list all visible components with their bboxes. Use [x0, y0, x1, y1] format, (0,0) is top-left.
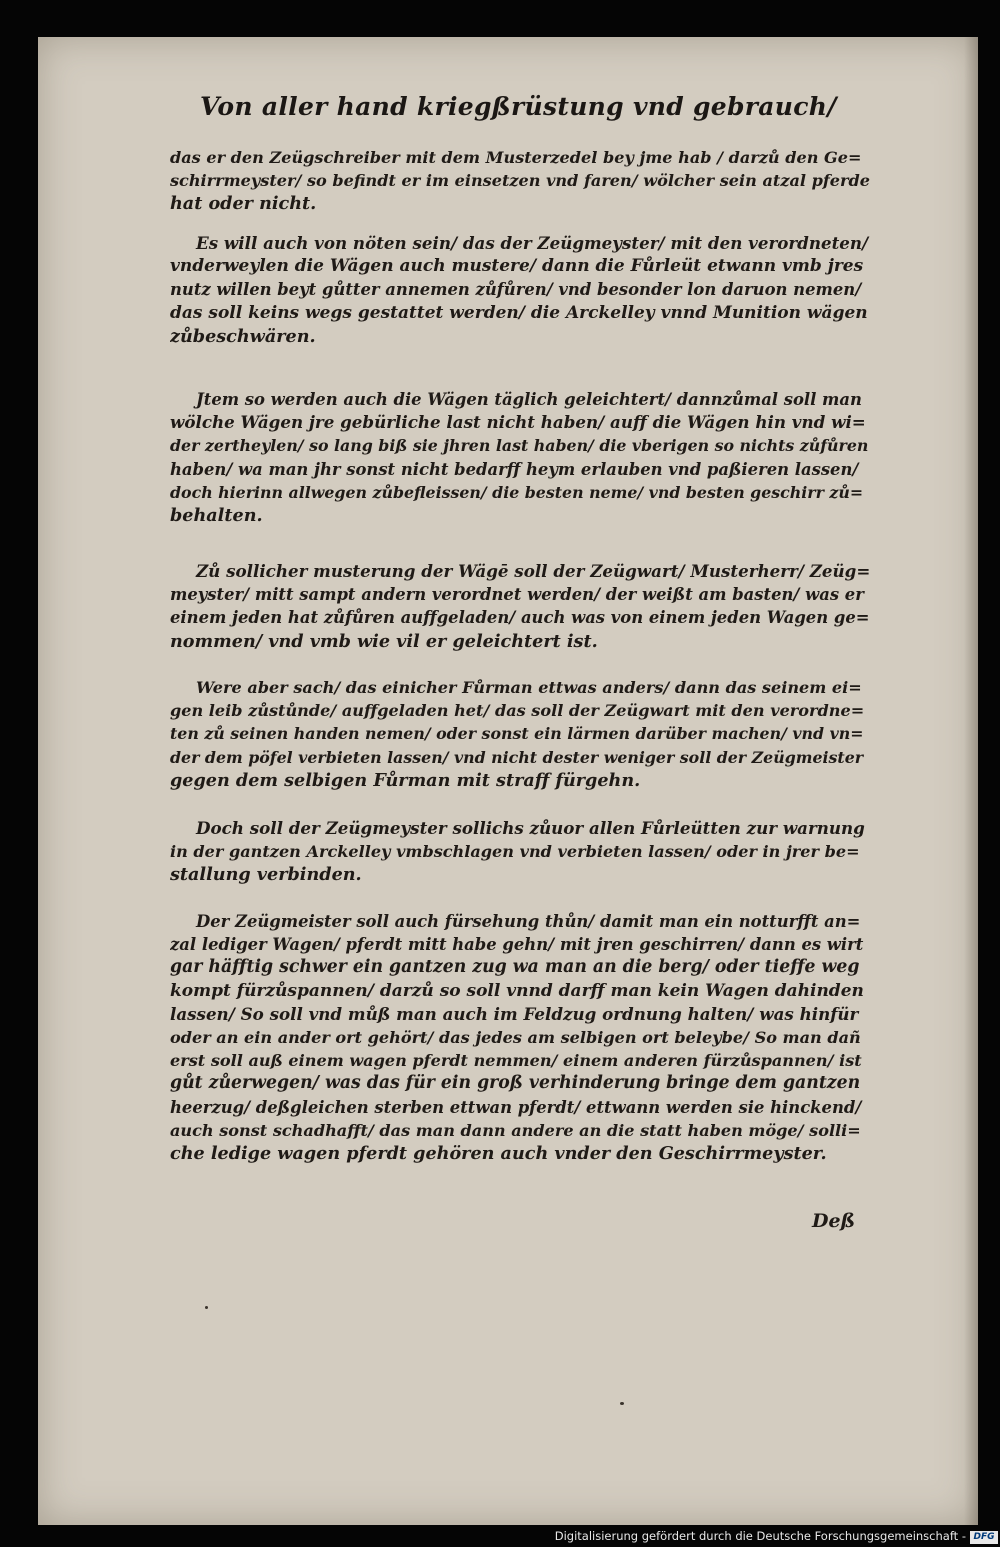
- text-line: haben/ wa man jhr sonst nicht bedarff heym erlauben vnd paßieren lassen/: [170, 459, 859, 479]
- paragraph-1: [170, 146, 870, 216]
- paper-speck: [620, 1402, 624, 1405]
- text-line: vnderweylen die Wägen auch mustere/ dann die Fůrleüt etwann vmb jres: [170, 256, 864, 277]
- text-line: zal lediger Wagen/ pferdt mitt habe gehn/ mit jren geschirren/ dann es wirt: [170, 935, 864, 955]
- page-edge-shadow: [964, 37, 978, 1525]
- text-line: che ledige wagen pferdt gehören auch vnder den Geschirrmeyster.: [170, 1143, 827, 1165]
- text-line: einem jeden hat zůfůren auffgeladen/ auch was von einem jeden Wagen ge=: [170, 608, 870, 628]
- text-line: kompt fürzůspannen/ darzů so soll vnnd darff man kein Wagen dahinden: [170, 980, 864, 1001]
- text-line: zůbeschwären.: [170, 325, 316, 347]
- paragraph-7: [170, 910, 870, 1165]
- text-line: meyster/ mitt sampt andern verordnet werden/ der weißt am basten/ was er: [170, 585, 864, 605]
- dfg-logo: DFG: [970, 1531, 998, 1544]
- text-line: stallung verbinden.: [170, 864, 362, 886]
- text-line: erst soll auß einem wagen pferdt nemmen/ einem anderen fürzůspannen/ ist: [170, 1051, 862, 1071]
- text-line: oder an ein ander ort gehört/ das jedes am selbigen ort beleybe/ So man dañ: [170, 1028, 861, 1048]
- text-line: gůt zůerwegen/ was das für ein groß verhinderung bringe dem gantzen: [170, 1073, 861, 1094]
- running-head: Von aller hand kriegßrüstung vnd gebrauch/: [200, 92, 837, 121]
- paragraph-6: [170, 817, 870, 887]
- text-line: der dem pöfel verbieten lassen/ vnd nicht dester weniger soll der Zeügmeister: [170, 747, 864, 767]
- paragraph-4: [170, 560, 870, 653]
- text-line: behalten.: [170, 505, 263, 527]
- text-line: schirrmeyster/ so befindt er im einsetzen vnd faren/ wölcher sein atzal pferde: [170, 171, 870, 191]
- text-line: hat oder nicht.: [170, 193, 317, 215]
- text-line: gen leib zůstůnde/ auffgeladen het/ das soll der Zeügwart mit den verordne=: [170, 701, 865, 721]
- paper-speck: [205, 1306, 208, 1309]
- text-line: Doch soll der Zeügmeyster sollichs zůuor allen Fůrleütten zur warnung: [196, 818, 865, 838]
- digitization-credit: Digitalisierung gefördert durch die Deutsche Forschungsgemeinschaft -: [554, 1529, 966, 1543]
- paragraph-2: [170, 232, 870, 348]
- text-line: das soll keins wegs gestattet werden/ die Arckelley vnnd Munition wägen: [170, 302, 868, 323]
- text-line: heerzug/ deßgleichen sterben ettwan pferdt/ ettwann werden sie hinckend/: [170, 1097, 862, 1117]
- text-line: Es will auch von nöten sein/ das der Zeügmeyster/ mit den verordneten/: [196, 233, 869, 253]
- text-line: gar häfftig schwer ein gantzen zug wa man an die berg/ oder tieffe weg: [170, 957, 860, 978]
- text-line: auch sonst schadhafft/ das man dann andere an die statt haben möge/ solli=: [170, 1120, 861, 1140]
- text-line: Zů sollicher musterung der Wägē soll der Zeügwart/ Musterherr/ Zeüg=: [196, 561, 870, 581]
- text-line: nommen/ vnd vmb wie vil er geleichtert ist.: [170, 630, 598, 652]
- paragraph-3: [170, 388, 870, 527]
- text-line: Der Zeügmeister soll auch fürsehung thůn/ damit man ein notturfft an=: [196, 912, 861, 931]
- text-line: nutz willen beyt gůtter annemen zůfůren/ vnd besonder lon daruon nemen/: [170, 280, 862, 300]
- text-line: wölche Wägen jre gebürliche last nicht haben/ auff die Wägen hin vnd wi=: [170, 412, 866, 433]
- catchword: Deß: [812, 1210, 856, 1232]
- text-line: Were aber sach/ das einicher Fůrman ettwas anders/ dann das seinem ei=: [196, 678, 862, 697]
- text-line: in der gantzen Arckelley vmbschlagen vnd verbieten lassen/ oder in jrer be=: [170, 842, 860, 862]
- text-line: das er den Zeügschreiber mit dem Musterzedel bey jme hab / darzů den Ge=: [170, 148, 862, 167]
- text-line: der zertheylen/ so lang biß sie jhren last haben/ die vberigen so nichts zůfůren: [170, 436, 869, 456]
- text-line: ten zů seinen handen nemen/ oder sonst ein lärmen darüber machen/ vnd vn=: [170, 724, 864, 744]
- text-line: lassen/ So soll vnd můß man auch im Feldzug ordnung halten/ was hinfür: [170, 1003, 859, 1024]
- text-line: gegen dem selbigen Fůrman mit straff fürgehn.: [170, 769, 641, 791]
- text-line: doch hierinn allwegen zůbefleissen/ die besten neme/ vnd besten geschirr zů=: [170, 482, 864, 502]
- paragraph-5: [170, 676, 870, 792]
- text-line: Jtem so werden auch die Wägen täglich geleichtert/ dannzůmal soll man: [196, 390, 862, 409]
